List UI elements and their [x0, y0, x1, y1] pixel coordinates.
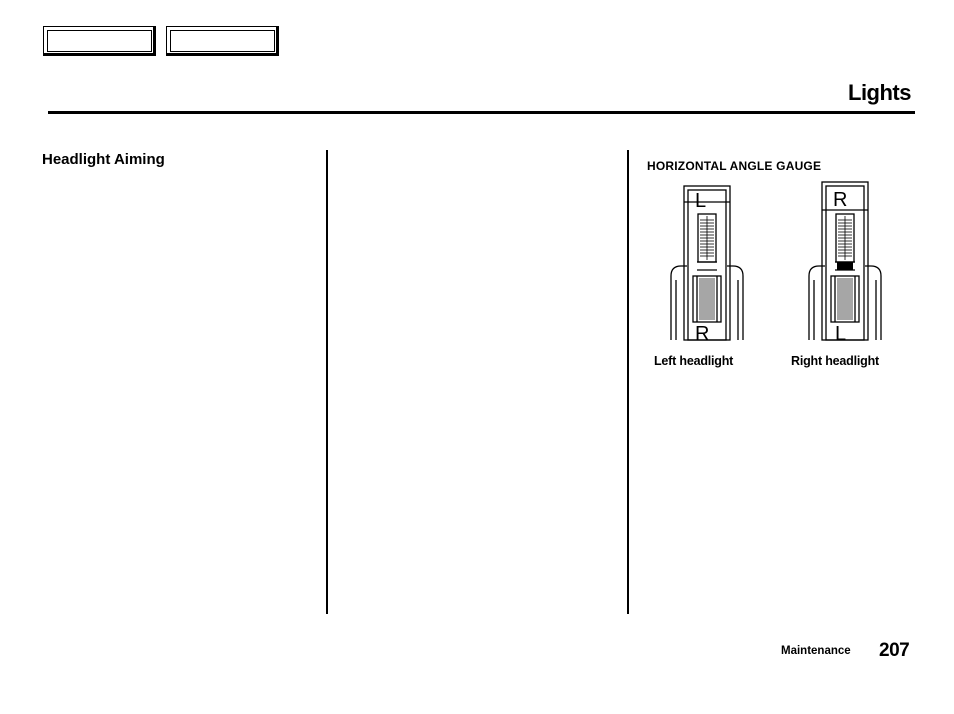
nav-previous-button[interactable]	[43, 26, 156, 56]
right-gauge-bottom-letter: L	[835, 323, 847, 345]
left-gauge-illustration	[667, 180, 747, 348]
page-title: Lights	[848, 80, 911, 105]
title-rule	[48, 111, 915, 114]
column-divider-right	[627, 150, 629, 614]
right-gauge-illustration	[805, 180, 885, 348]
nav-next-button[interactable]	[166, 26, 279, 56]
left-gauge-bottom-letter: R	[695, 323, 710, 345]
nav-previous-button-face	[47, 30, 152, 52]
figure-title: HORIZONTAL ANGLE GAUGE	[647, 159, 822, 173]
nav-next-button-face	[170, 30, 275, 52]
section-heading: Headlight Aiming	[42, 151, 165, 168]
left-gauge-top-letter: L	[695, 190, 707, 212]
horizontal-angle-gauge-figure	[637, 152, 913, 376]
right-headlight-caption: Right headlight	[791, 354, 879, 368]
footer-section-name: Maintenance	[781, 645, 851, 657]
column-divider-left	[326, 150, 328, 614]
left-headlight-caption: Left headlight	[654, 354, 734, 368]
right-gauge-top-letter: R	[833, 189, 848, 211]
page-number: 207	[879, 640, 910, 661]
